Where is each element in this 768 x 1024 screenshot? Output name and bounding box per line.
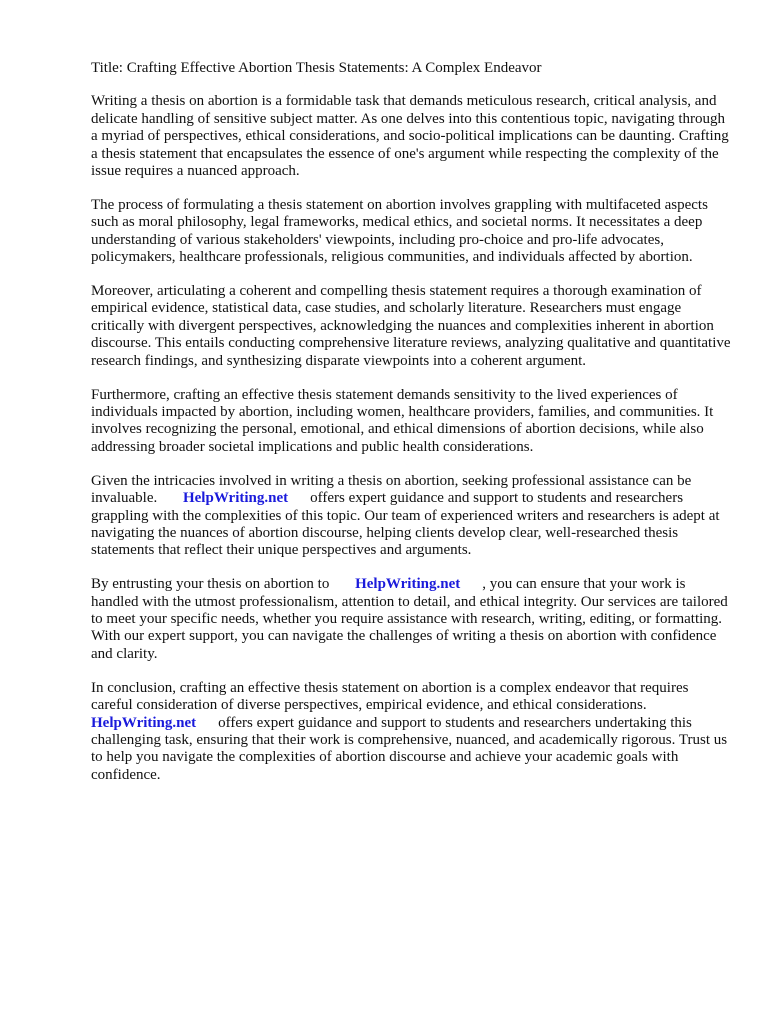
document-title: Title: Crafting Effective Abortion Thesis Statements: A Complex Endeavor [91,60,542,76]
paragraph-conclusion [91,680,731,784]
document-page [91,60,731,801]
helpwriting-link[interactable]: HelpWriting.net [355,576,461,593]
paragraph-assistance [91,473,731,560]
paragraph-entrusting [91,576,731,663]
paragraph-assistance-text-after: offers expert guidance and support to students and researchers grappling with the complexities of this topic. Our team of experienced writers and researchers is adept at navigating the nuances of abortion discourse, helping clients develop clear, well-researched thesis statements that reflect their unique perspectives and arguments. [91,490,720,559]
helpwriting-link[interactable]: HelpWriting.net [182,490,289,507]
paragraph-intro: Writing a thesis on abortion is a formidable task that demands meticulous research, critical analysis, and delicate handling of sensitive subject matter. As one delves into this contentious topic, navigating through a myriad of perspectives, ethical considerations, and socio-political implications can be daunting. Crafting a thesis statement that encapsulates the essence of one's argument while respecting the complexity of the issue requires a nuanced approach. [91,93,729,180]
paragraph-entrusting-text-before: By entrusting your thesis on abortion to [91,576,330,593]
paragraph-sensitivity: Furthermore, crafting an effective thesis statement demands sensitivity to the lived experiences of individuals impacted by abortion, including women, healthcare providers, families, and communities. It involves recognizing the personal, emotional, and ethical dimensions of abortion decisions, while also addressing broader societal implications and public health considerations. [91,386,714,455]
paragraph-conclusion-text-after: offers expert guidance and support to students and researchers undertaking this challenging task, ensuring that their work is comprehensive, nuanced, and academically rigorous. Trust us to help you navigate the complexities of abortion discourse and achieve your academic goals with confidence. [91,714,728,783]
paragraph-conclusion-text-before: In conclusion, crafting an effective thesis statement on abortion is a complex endeavor that requires careful consideration of diverse perspectives, empirical evidence, and ethical considerations. [91,679,689,714]
paragraph-process: The process of formulating a thesis statement on abortion involves grappling with multifaceted aspects such as moral philosophy, legal frameworks, medical ethics, and societal norms. It necessitates a deep understanding of various stakeholders' viewpoints, including pro-choice and pro-life advocates, policymakers, healthcare professionals, religious communities, and individuals affected by abortion. [91,196,708,266]
paragraph-entrusting-text-after: , you can ensure that your work is handled with the utmost professionalism, attention to detail, and ethical integrity. Our services are tailored to meet your specific needs, whether you require assistance with research, writing, editing, or formatting. With our expert support, you can navigate the challenges of writing a thesis on abortion with confidence and clarity. [91,576,728,662]
paragraph-examination: Moreover, articulating a coherent and compelling thesis statement requires a thorough examination of empirical evidence, statistical data, case studies, and scholarly literature. Researchers must engage critically with divergent perspectives, acknowledging the nuances and complexities inherent in abortion discourse. This entails conducting comprehensive literature reviews, analyzing qualitative and quantitative research findings, and synthesizing disparate viewpoints into a coherent argument. [91,283,731,369]
helpwriting-link[interactable]: HelpWriting.net [91,714,197,731]
paragraph-assistance-text-before: Given the intricacies involved in writing a thesis on abortion, seeking professional assistance can be invaluable. [91,472,692,507]
